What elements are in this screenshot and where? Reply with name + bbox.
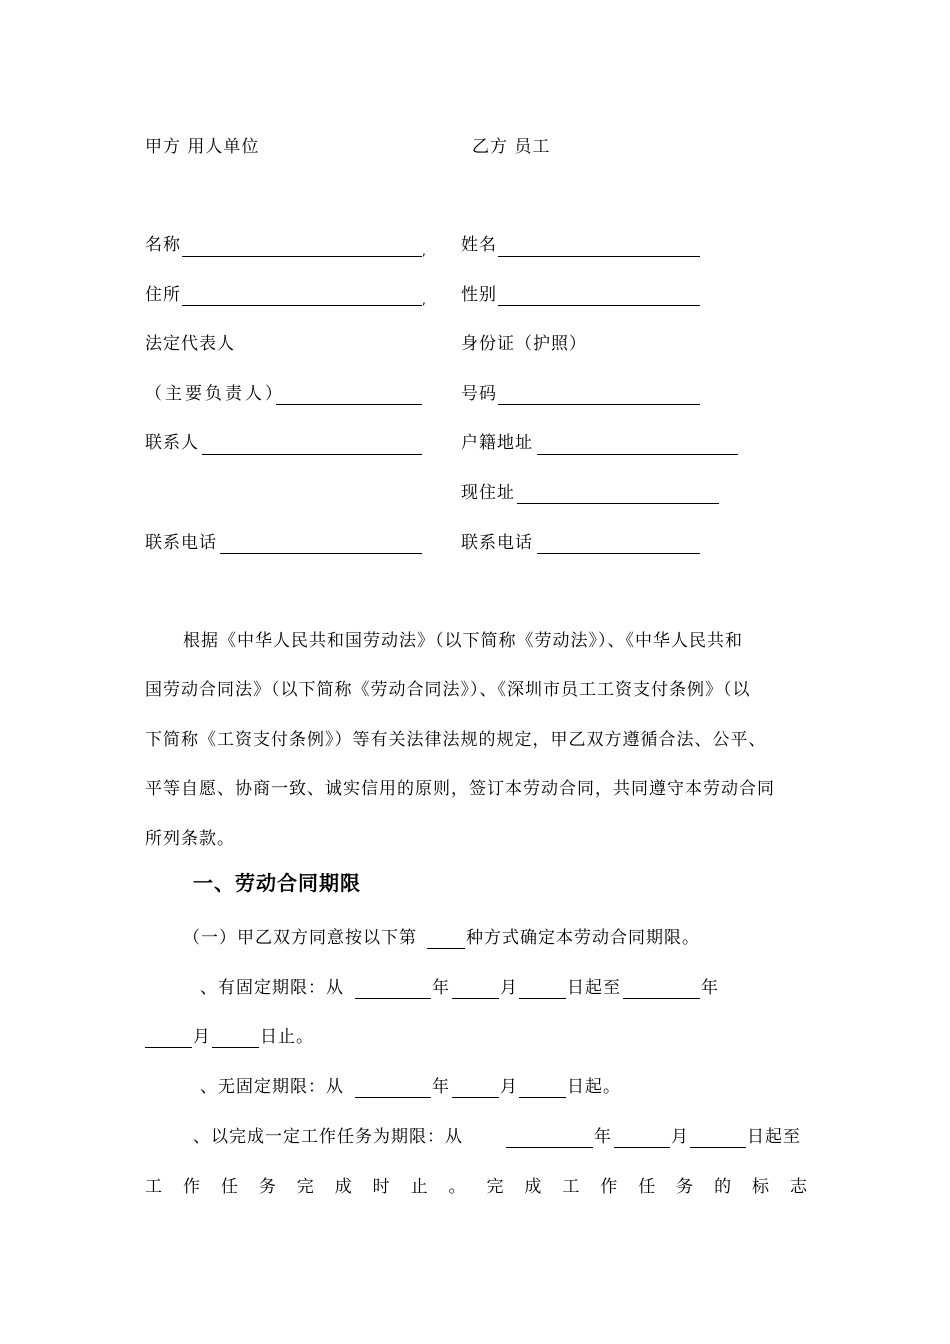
task-start-day-field[interactable] [690,1147,746,1148]
preamble-line-2: 国劳动合同法》（以下简称《劳动合同法》）、《深圳市员工工资支付条例》（以 [145,680,751,700]
party-b-gender-field[interactable] [498,305,700,306]
open-day-from-label: 日起。 [567,1077,621,1097]
task-char: 标 [752,1177,769,1197]
fixed-day-from-label: 日起至 [567,978,621,998]
clause1-option-field[interactable] [427,948,465,949]
party-b-current-address-label: 现住址 [461,483,515,503]
party-b-name-field[interactable] [498,256,700,257]
task-char: 务 [258,1177,276,1197]
open-year-label: 年 [432,1077,450,1097]
task-char: 任 [220,1177,238,1197]
fixed-month-label: 月 [500,978,518,998]
task-char: 任 [638,1177,656,1197]
party-b-household-field[interactable] [537,454,738,455]
task-start-year-field[interactable] [506,1147,593,1148]
task-char: 作 [600,1177,618,1197]
preamble-line-3: 下简称《工资支付条例》）等有关法律法规的规定，甲乙双方遵循合法、公平、 [145,730,767,750]
preamble-line-4: 平等自愿、协商一致、诚实信用的原则，签订本劳动合同，共同遵守本劳动合同 [145,779,775,799]
preamble-line-1: 根据《中华人民共和国劳动法》（以下简称《劳动法》）、《中华人民共和 [183,631,743,651]
fixed-end-year-field[interactable] [623,998,700,999]
fixed-year-label: 年 [432,978,450,998]
party-a-contact-field[interactable] [202,454,422,455]
party-b-header: 乙方 员工 [472,137,551,157]
clause1-suffix: 种方式确定本劳动合同期限。 [466,928,700,948]
party-a-name-label: 名称 [145,235,181,255]
party-b-phone-label: 联系电话 [461,533,533,553]
party-b-household-label: 户籍地址 [461,433,533,453]
open-start-year-field[interactable] [355,1097,431,1098]
party-a-address-label: 住所 [145,285,181,305]
task-year-label: 年 [594,1127,612,1147]
task-char: 完 [486,1177,504,1197]
fixed-month2-label: 月 [193,1027,211,1047]
party-a-header: 甲方 用人单位 [145,137,260,157]
task-char: 成 [334,1177,352,1197]
party-a-phone-label: 联系电话 [145,533,217,553]
open-start-day-field[interactable] [519,1097,566,1098]
fixed-start-month-field[interactable] [452,998,499,999]
task-char: 作 [182,1177,200,1197]
clause1-prefix: （一）甲乙双方同意按以下第 [183,928,417,948]
task-char: 志 [789,1177,807,1197]
task-month-label: 月 [671,1127,689,1147]
fixed-term-label: 、有固定期限：从 [200,978,344,998]
fixed-start-day-field[interactable] [519,998,566,999]
preamble-line-5: 所列条款。 [145,829,235,849]
task-char: 的 [714,1177,732,1197]
task-char: 工 [145,1177,162,1197]
task-char: 止 [410,1177,428,1197]
open-month-label: 月 [500,1077,518,1097]
task-char: 。 [448,1177,466,1197]
open-start-month-field[interactable] [452,1097,499,1098]
task-start-month-field[interactable] [614,1147,670,1148]
party-a-principal-field[interactable] [276,404,422,405]
task-char: 成 [524,1177,542,1197]
party-b-gender-label: 性别 [461,285,497,305]
party-a-contact-label: 联系人 [145,433,199,453]
comma-mark: , [422,244,427,258]
party-a-name-field[interactable] [182,256,422,257]
task-char: 时 [372,1177,390,1197]
task-completion-line [145,1176,807,1198]
party-b-id-number-label: 号码 [461,384,497,404]
party-b-phone-field[interactable] [537,553,700,554]
fixed-end-month-field[interactable] [145,1047,192,1048]
party-a-address-field[interactable] [182,305,422,306]
task-char: 工 [562,1177,580,1197]
task-term-label: 、以完成一定工作任务为期限：从 [193,1127,463,1147]
party-b-id-label: 身份证（护照） [461,334,587,354]
fixed-start-year-field[interactable] [355,998,431,999]
party-b-current-address-field[interactable] [517,503,719,504]
task-day-from-label: 日起至 [747,1127,801,1147]
section1-title: 一、劳动合同期限 [193,871,361,895]
party-b-name-label: 姓名 [461,235,497,255]
task-char: 完 [296,1177,314,1197]
party-a-principal-label: （主要负责人） [145,384,285,404]
fixed-year2-label: 年 [701,978,719,998]
party-a-phone-field[interactable] [220,553,422,554]
fixed-end-day-field[interactable] [212,1047,259,1048]
comma-mark: , [422,293,427,307]
open-term-label: 、无固定期限：从 [200,1077,344,1097]
fixed-day-end-label: 日止。 [260,1027,314,1047]
task-char: 务 [676,1177,694,1197]
party-b-id-number-field[interactable] [498,404,700,405]
party-a-legal-rep-label: 法定代表人 [145,334,235,354]
